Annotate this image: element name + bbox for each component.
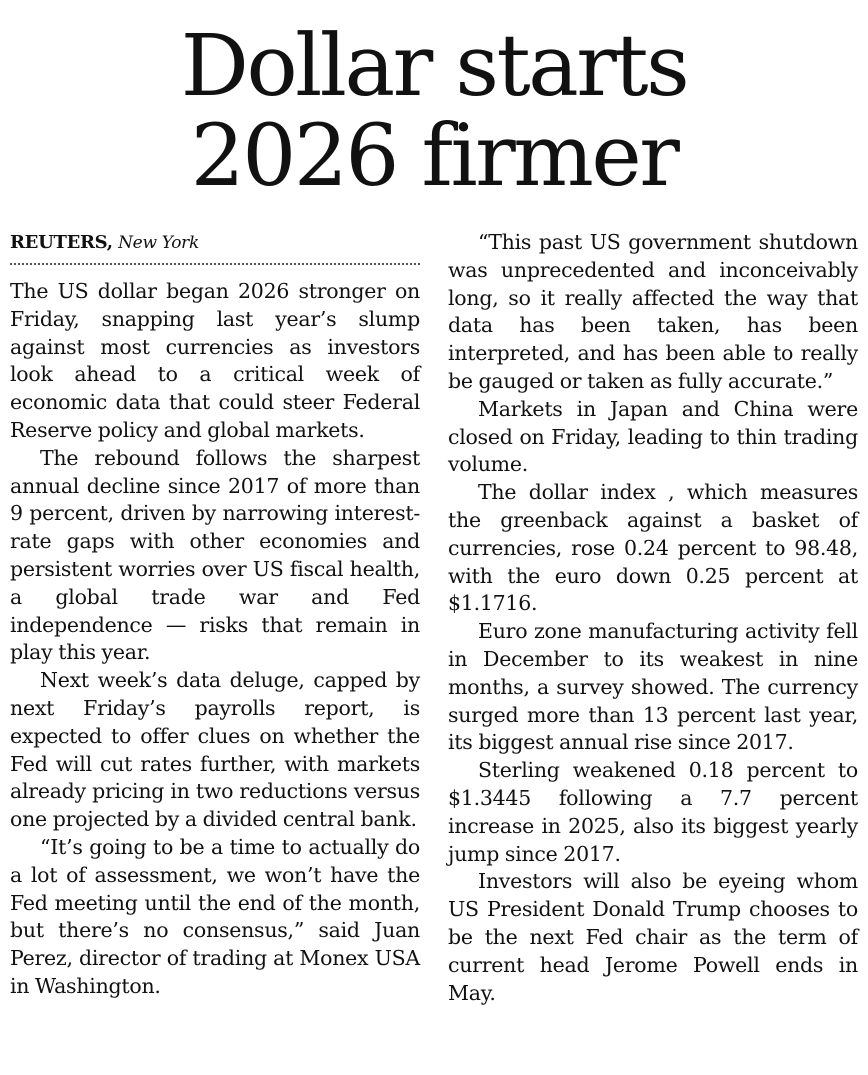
byline <box>10 229 420 265</box>
paragraph: Investors will also be eyeing whom US President Donald Trump chooses to be the next Fed chair as the term of current head Jerome Powell ends in May. <box>448 869 858 1005</box>
paragraph: Euro zone manufacturing activity fell in December to its weakest in nine months, a survey showed. The currency surged more than 13 percent last year, its biggest annual rise since 2017. <box>448 619 858 755</box>
paragraph: The rebound follows the sharpest annual decline since 2017 of more than 9 percent, driven by narrowing interest-rate gaps with other economies and persistent worries over US fiscal health, a global trade war and Fed independence — risks that remain in play this year. <box>10 445 420 665</box>
left-column <box>10 229 420 1007</box>
byline-agency: REUTERS, <box>10 232 113 253</box>
right-column <box>448 229 858 1007</box>
paragraph: Markets in Japan and China were closed on Friday, leading to thin trading volume. <box>448 396 858 477</box>
headline-line-2: 2026 firmer <box>190 107 678 206</box>
paragraph: “It’s going to be a time to actually do a lot of assessment, we won’t have the Fed meeting until the end of the month, but there’s no consensus,” said Juan Perez, director of trading at Monex USA in Washington. <box>10 834 420 998</box>
paragraph: Next week’s data deluge, capped by next Friday’s payrolls report, is expected to offer clues on whether the Fed will cut rates further, with markets already pricing in two reductions versus one projected by a divided central bank. <box>10 668 420 832</box>
headline <box>0 17 868 206</box>
paragraph: “This past US government shutdown was unprecedented and inconceivably long, so it really affected the way that data has been taken, has been interpreted, and has been able to really be gauged or taken as fully accurate.” <box>448 230 858 393</box>
paragraph: Sterling weakened 0.18 percent to $1.3445 following a 7.7 percent increase in 2025, also its biggest yearly jump since 2017. <box>448 758 858 866</box>
byline-place: New York <box>118 233 200 253</box>
paragraph: The dollar index , which measures the greenback against a basket of currencies, rose 0.24 percent to 98.48, with the euro down 0.25 percent at $1.1716. <box>448 480 858 616</box>
headline-line-1: Dollar starts <box>180 17 688 116</box>
article-body <box>10 229 858 1007</box>
paragraph: The US dollar began 2026 stronger on Friday, snapping last year’s slump against most currencies as investors look ahead to a critical week of economic data that could steer Federal Reserve policy and global markets. <box>10 279 420 442</box>
